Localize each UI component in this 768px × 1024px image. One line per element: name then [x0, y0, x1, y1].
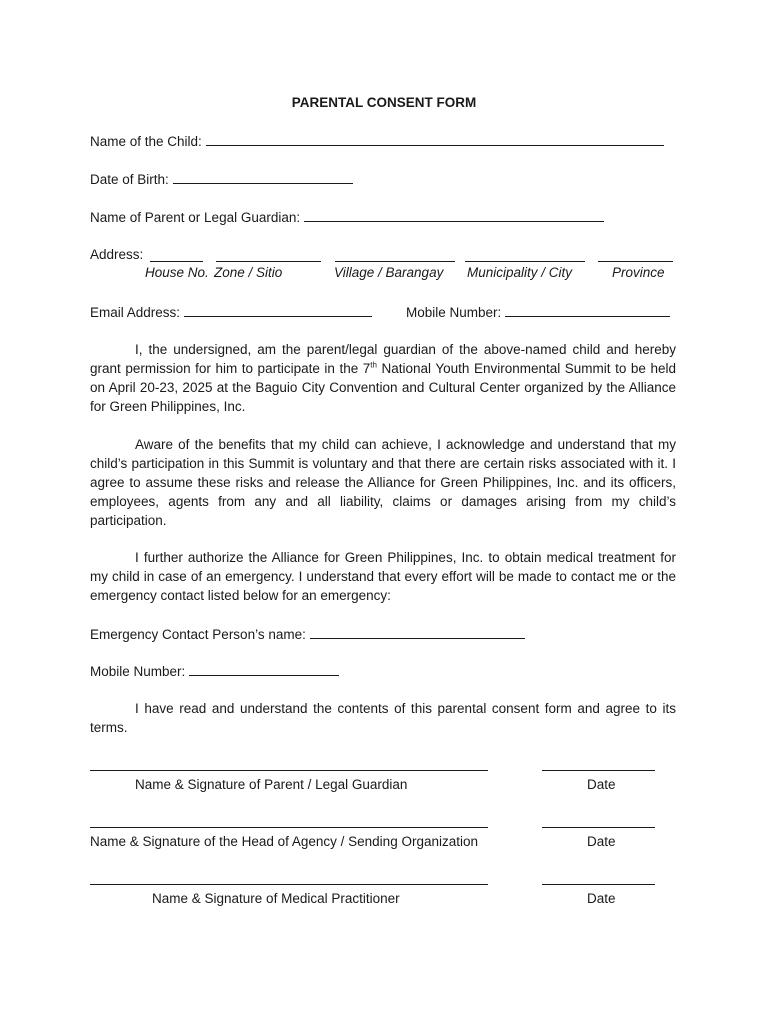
child-name-field[interactable]	[206, 131, 664, 146]
dob-row	[90, 169, 353, 189]
agency-date-label: Date	[587, 834, 616, 849]
province-field[interactable]	[598, 247, 673, 262]
guardian-signature-line[interactable]	[90, 770, 488, 771]
guardian-signature-label: Name & Signature of Parent / Legal Guardian	[135, 777, 408, 792]
permission-paragraph	[90, 340, 676, 416]
province-caption: Province	[612, 265, 665, 280]
risk-text: Aware of the benefits that my child can achieve, I acknowledge and understand that my child’s participation in this Summit is voluntary and that there are certain risks associated with it. I agree to assume these risks and release the Alliance for Green Philippines, Inc. and its officers, employees, agents from any and all liability, claims or damages arising from my child’s participation.	[90, 437, 676, 528]
guardian-date-line[interactable]	[542, 770, 655, 771]
agency-date-line[interactable]	[542, 827, 655, 828]
medical-text: I further authorize the Alliance for Green Philippines, Inc. to obtain medical treatment for my child in case of an emergency. I understand that every effort will be made to contact me or the emergency contact listed below for an emergency:	[90, 550, 676, 603]
medical-paragraph	[90, 548, 676, 605]
emergency-contact-label: Emergency Contact Person’s name:	[90, 627, 306, 642]
form-title: PARENTAL CONSENT FORM	[291, 95, 477, 110]
medical-signature-label: Name & Signature of Medical Practitioner	[152, 891, 400, 906]
house-no-caption: House No.	[145, 265, 209, 280]
dob-label: Date of Birth:	[90, 172, 169, 187]
email-row	[90, 302, 372, 322]
agency-signature-label: Name & Signature of the Head of Agency / Sending Organization	[90, 834, 478, 849]
permission-text-a: I, the undersigned, am the parent/legal guardian of the above-named child and hereby grant permission for him to participate in the 7	[90, 342, 676, 376]
municipality-field[interactable]	[465, 247, 585, 262]
village-caption: Village / Barangay	[334, 265, 444, 280]
email-field[interactable]	[184, 302, 372, 317]
agency-signature-line[interactable]	[90, 827, 488, 828]
address-row	[90, 245, 143, 264]
municipality-caption: Municipality / City	[467, 265, 573, 280]
emergency-mobile-label: Mobile Number:	[90, 664, 186, 679]
address-label: Address:	[90, 247, 144, 262]
child-name-row	[90, 131, 664, 151]
medical-date-line[interactable]	[542, 884, 655, 885]
ordinal-suffix: th	[370, 360, 377, 370]
zone-field[interactable]	[216, 247, 321, 262]
mobile-field[interactable]	[505, 302, 670, 317]
child-name-label: Name of the Child:	[90, 134, 202, 149]
village-field[interactable]	[335, 247, 455, 262]
emergency-contact-row	[90, 624, 525, 644]
agreement-text: I have read and understand the contents of this parental consent form and agree to its terms.	[90, 701, 676, 735]
dob-field[interactable]	[173, 169, 353, 184]
permission-text-b: National Youth Environmental Summit to be held on April 20-23, 2025 at the Baguio City Convention and Cultural Center organized by the Alliance for Green Philippines, Inc.	[90, 361, 676, 414]
house-no-field[interactable]	[150, 247, 203, 262]
medical-date-label: Date	[587, 891, 616, 906]
emergency-mobile-field[interactable]	[189, 661, 339, 676]
guardian-field[interactable]	[304, 207, 604, 222]
emergency-contact-field[interactable]	[310, 624, 525, 639]
mobile-label: Mobile Number:	[406, 305, 502, 320]
zone-caption: Zone / Sitio	[214, 265, 283, 280]
mobile-row	[406, 302, 670, 322]
emergency-mobile-row	[90, 661, 339, 681]
guardian-label: Name of Parent or Legal Guardian:	[90, 210, 301, 225]
email-label: Email Address:	[90, 305, 181, 320]
risk-paragraph	[90, 435, 676, 530]
medical-signature-line[interactable]	[90, 884, 488, 885]
guardian-date-label: Date	[587, 777, 616, 792]
guardian-row	[90, 207, 604, 227]
agreement-paragraph	[90, 699, 676, 737]
